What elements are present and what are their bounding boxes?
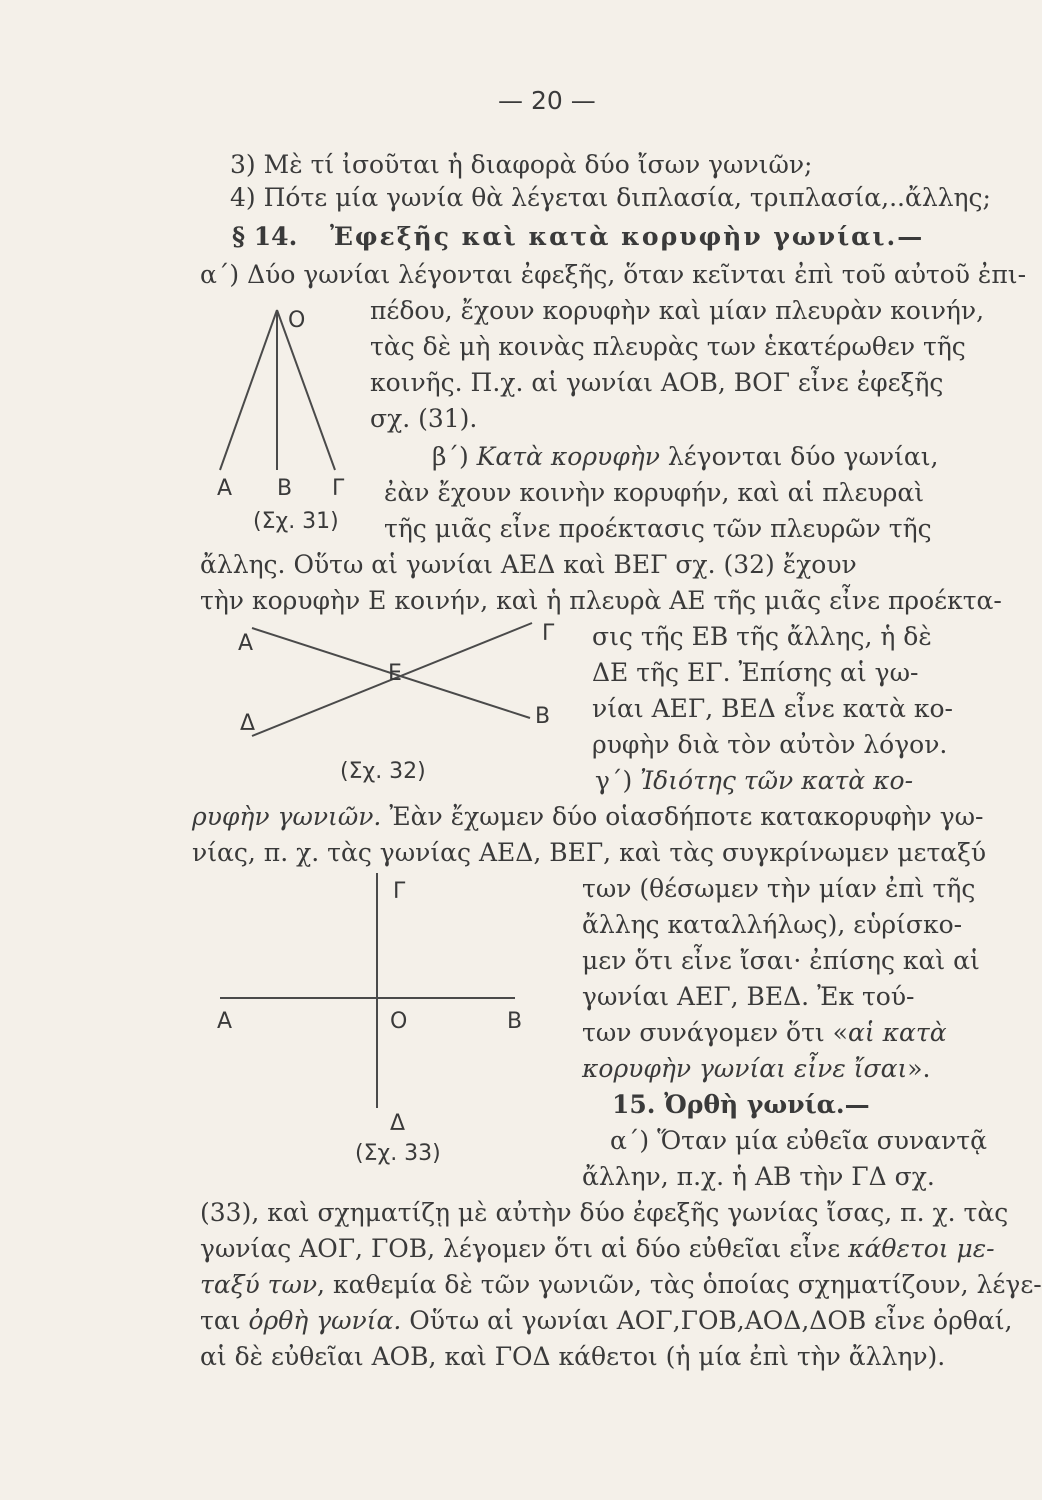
para-b-line-5: τὴν κορυφὴν Ε κοινήν, καὶ ἡ πλευρὰ ΑΕ τῆς μιᾶς εἶνε προέκτα-	[200, 586, 1002, 615]
fig31-label-a: A	[217, 476, 233, 501]
para-b-line-7: ΔΕ τῆς ΕΓ. Ἐπίσης αἱ γω-	[592, 658, 919, 687]
fig31-caption: (Σχ. 31)	[253, 509, 339, 534]
sec15-line-2: ἄλλην, π.χ. ἡ ΑΒ τὴν ΓΔ σχ.	[582, 1162, 935, 1191]
figure-33	[215, 868, 545, 1168]
para-b-line-9: ρυφὴν διὰ τὸν αὐτὸν λόγον.	[592, 730, 948, 759]
fig31-label-g: Γ	[332, 476, 345, 501]
fig33-label-g: Γ	[393, 879, 406, 904]
para-b-line-2: ἐὰν ἔχουν κοινὴν κορυφήν, καὶ αἱ πλευραὶ	[384, 478, 925, 507]
section-15-number: 15.	[612, 1090, 656, 1119]
para-c-quote-2: κορυφὴν γωνίαι εἶνε ἴσαι	[582, 1054, 908, 1083]
fig32-label-a: A	[238, 631, 254, 656]
fig32-label-d: Δ	[240, 711, 256, 736]
figure-32	[230, 618, 570, 788]
para-a-line-1: α΄) Δύο γωνίαι λέγονται ἐφεξῆς, ὅταν κεῖνται ἐπὶ τοῦ αὐτοῦ ἐπι-	[200, 260, 1027, 289]
sec15-line-3: (33), καὶ σχηματίζῃ μὲ αὐτὴν δύο ἐφεξῆς γωνίας ἴσας, π. χ. τὰς	[200, 1198, 1009, 1227]
para-c-line-6: μεν ὅτι εἶνε ἴσαι· ἐπίσης καὶ αἱ	[582, 946, 980, 975]
para-b-line-3: τῆς μιᾶς εἶνε προέκτασις τῶν πλευρῶν τῆς	[384, 514, 932, 543]
fig31-label-b: B	[277, 476, 293, 501]
para-c-line-7: γωνίαι ΑΕΓ, ΒΕΔ. Ἐκ τού-	[582, 982, 915, 1011]
sec15-line-4	[200, 1234, 995, 1264]
fig33-label-o: O	[390, 1009, 408, 1034]
para-c-line-3: νίας, π. χ. τὰς γωνίας ΑΕΔ, ΒΕΓ, καὶ τὰς συγκρίνωμεν μεταξύ	[192, 838, 987, 867]
para-b-lead: β΄)	[432, 442, 477, 471]
section-14-title: Ἐφεξῆς καὶ κατὰ κορυφὴν γωνίαι.—	[330, 222, 925, 251]
para-c-line-1	[595, 766, 913, 796]
para-c-quote-end: ».	[907, 1054, 931, 1083]
page-number: — 20 —	[498, 86, 596, 115]
para-a-line-5: σχ. (31).	[370, 404, 478, 433]
sec15-line-5-text: , καθεμία δὲ τῶν γωνιῶν, τὰς ὁποίας σχηματίζουν, λέγε-	[317, 1270, 1042, 1299]
para-c-line-5: ἄλλης καταλλήλως), εὑρίσκο-	[582, 910, 963, 939]
para-c-rest: Ἐὰν ἔχωμεν δύο οἱασδήποτε κατακορυφὴν γω-	[381, 802, 984, 831]
para-b-line-4: ἄλλης. Οὕτω αἱ γωνίαι ΑΕΔ καὶ ΒΕΓ σχ. (32) ἔχουν	[200, 550, 857, 579]
fig33-label-a: A	[217, 1009, 233, 1034]
para-a-line-3: τὰς δὲ μὴ κοινὰς πλευρὰς των ἑκατέρωθεν τῆς	[370, 332, 966, 361]
fig32-label-b: B	[535, 704, 551, 729]
fig32-label-g: Γ	[542, 621, 555, 646]
para-b-term: Κατὰ κορυφὴν	[476, 442, 660, 471]
section-15-title: Ὀρθὴ γωνία.—	[664, 1090, 870, 1119]
para-c-conclusion: των συνάγομεν ὅτι «	[582, 1018, 848, 1047]
sec15-line-6-text: Οὕτω αἱ γωνίαι ΑΟΓ,ΓΟΒ,ΑΟΔ,ΔΟΒ εἶνε ὀρθαί,	[401, 1306, 1013, 1335]
fig33-caption: (Σχ. 33)	[355, 1141, 441, 1166]
question-4: 4) Πότε μία γωνία θὰ λέγεται διπλασία, τριπλασία,..ἄλλης;	[230, 183, 991, 212]
para-b-line-1	[432, 442, 939, 472]
para-c-quote-1: αἱ κατὰ	[847, 1018, 947, 1047]
sec15-line-4-text: γωνίας ΑΟΓ, ΓΟΒ, λέγομεν ὅτι αἱ δύο εὐθεῖαι εἶνε	[200, 1234, 849, 1263]
fig33-label-b: B	[507, 1009, 523, 1034]
fig31-ray-og	[277, 310, 335, 470]
fig33-label-d: Δ	[390, 1111, 406, 1136]
para-c-line-8	[582, 1018, 947, 1048]
sec15-line-5	[200, 1270, 1042, 1300]
para-c-line-4: των (θέσωμεν τὴν μίαν ἐπὶ τῆς	[582, 874, 976, 903]
fig32-label-e: E	[388, 661, 402, 686]
para-a-line-4: κοινῆς. Π.χ. αἱ γωνίαι ΑΟΒ, ΒΟΓ εἶνε ἐφεξῆς	[370, 368, 944, 397]
term-orthi: ὀρθὴ γωνία.	[248, 1306, 402, 1335]
figure-31	[205, 295, 375, 540]
para-a-line-2: πέδου, ἔχουν κορυφὴν καὶ μίαν πλευρὰν κοινήν,	[370, 296, 985, 325]
term-kathetoi-2: ταξύ των	[200, 1270, 318, 1299]
question-3: 3) Μὲ τί ἰσοῦται ἡ διαφορὰ δύο ἴσων γωνιῶν;	[230, 150, 813, 179]
fig31-label-o: O	[288, 308, 306, 333]
para-b-rest: λέγονται δύο γωνίαι,	[659, 442, 939, 471]
fig31-ray-oa	[220, 310, 277, 470]
sec15-line-6-pre: ται	[200, 1306, 249, 1335]
para-c-line-2	[192, 802, 983, 832]
para-c-term-1: Ἰδιότης τῶν κατὰ κο-	[640, 766, 914, 795]
sec15-line-1: α΄) Ὅταν μία εὐθεῖα συναντᾷ	[610, 1126, 987, 1155]
fig32-caption: (Σχ. 32)	[340, 759, 426, 784]
section-14-number: § 14.	[232, 222, 298, 251]
term-kathetoi: κάθετοι με-	[848, 1234, 995, 1263]
para-c-lead: γ΄)	[595, 766, 641, 795]
para-b-line-8: νίαι ΑΕΓ, ΒΕΔ εἶνε κατὰ κο-	[592, 694, 953, 723]
para-b-line-6: σις τῆς ΕΒ τῆς ἄλλης, ἡ δὲ	[592, 622, 932, 651]
para-c-line-9	[582, 1054, 931, 1084]
sec15-line-6	[200, 1306, 1012, 1336]
para-c-term-2: ρυφὴν γωνιῶν.	[192, 802, 382, 831]
sec15-line-7: αἱ δὲ εὐθεῖαι ΑΟΒ, καὶ ΓΟΔ κάθετοι (ἡ μία ἐπὶ τὴν ἄλλην).	[200, 1342, 946, 1371]
section-15-heading	[612, 1090, 870, 1120]
